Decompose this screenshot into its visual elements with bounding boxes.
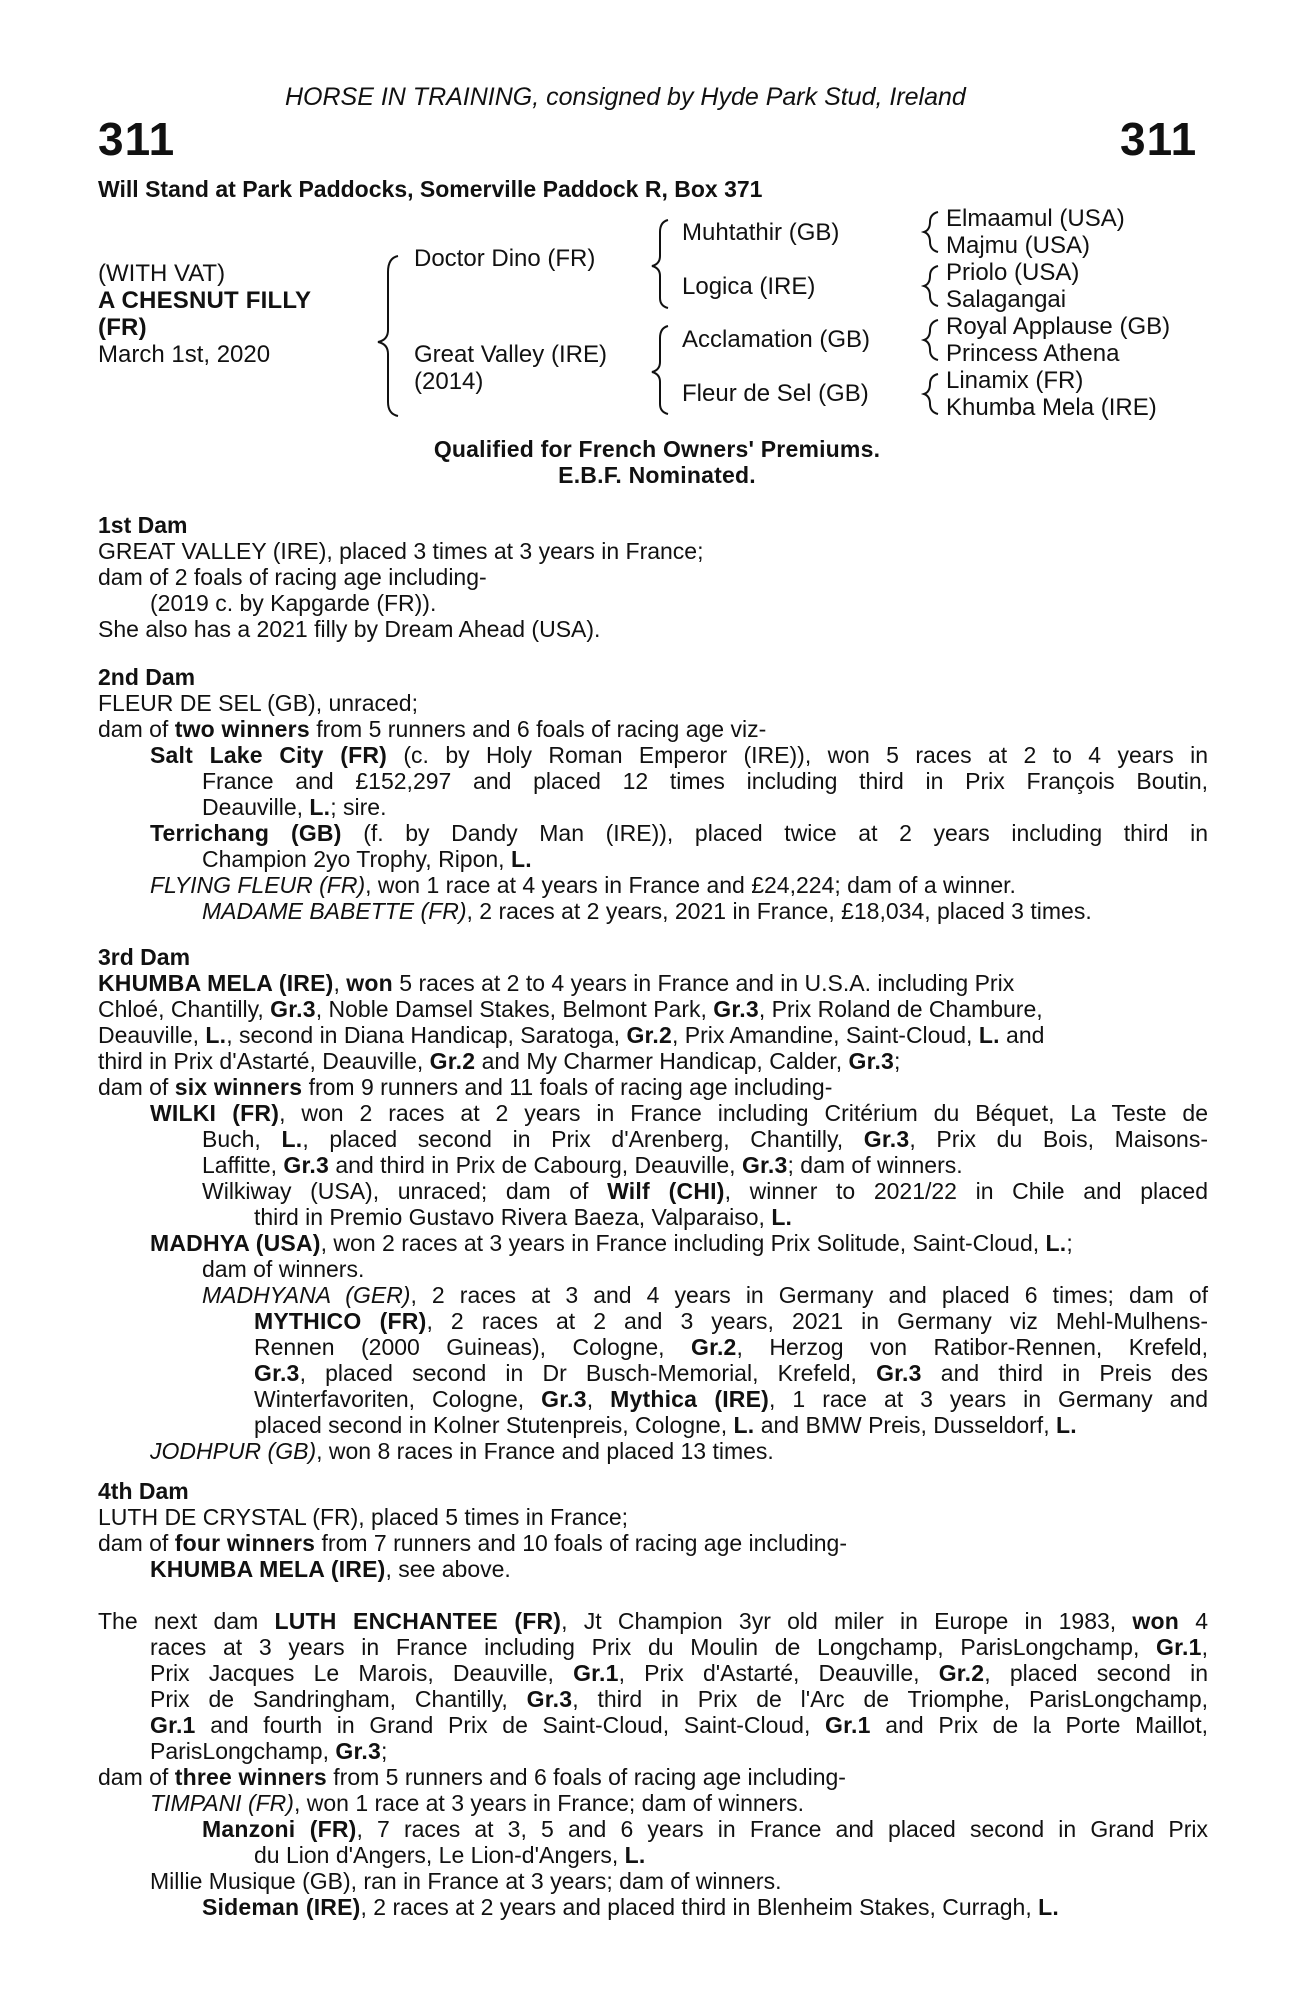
sire-dam: Logica (IRE)	[682, 273, 816, 300]
text: 4	[1179, 1608, 1209, 1634]
race-grade: Gr.3	[741, 1152, 788, 1178]
text: Laffitte,	[202, 1152, 284, 1178]
race-grade: Gr.3	[876, 1360, 922, 1386]
sire-name: Doctor Dino (FR)	[414, 245, 596, 272]
winners-count: two winners	[174, 716, 310, 742]
text: , won 1 race at 3 years in France; dam of winners.	[293, 1790, 805, 1816]
text: , Prix Roland de Chambure,	[758, 996, 1043, 1022]
text: dam of	[98, 716, 175, 742]
race-grade: Gr.2	[938, 1660, 985, 1686]
horse-name: MADAME BABETTE (FR)	[202, 898, 467, 924]
horse-country: (FR)	[98, 314, 147, 341]
text: placed second in Kolner Stutenpreis, Cologne,	[254, 1412, 734, 1438]
race-grade: Gr.3	[526, 1686, 573, 1712]
horse-name: Mythica (IRE)	[610, 1386, 770, 1412]
text-line	[98, 1842, 1208, 1868]
text: 5 races at 2 to 4 years in France and in U.S.A. including Prix	[392, 970, 1015, 996]
horse-name: TIMPANI (FR)	[150, 1790, 294, 1816]
dam-dam: Fleur de Sel (GB)	[682, 380, 869, 407]
text: , 2 races at 2 and 3 years, 2021 in Germany viz Mehl-Mulhens-	[426, 1308, 1208, 1334]
text-line	[98, 794, 1208, 820]
section-heading: 1st Dam	[98, 512, 188, 538]
text: , 7 races at 3, 5 and 6 years in France and placed second in Grand Prix	[356, 1816, 1208, 1842]
text: , 2 races at 2 years and placed third in Blenheim Stakes, Curragh,	[360, 1894, 1039, 1920]
race-grade: Gr.3	[254, 1360, 300, 1386]
race-grade: L.	[1055, 1412, 1077, 1438]
text-line	[98, 1412, 1208, 1438]
text: , Prix Amandine, Saint-Cloud,	[672, 1022, 979, 1048]
text-line: Millie Musique (GB), ran in France at 3 years; dam of winners.	[150, 1868, 782, 1894]
race-grade: Gr.3	[541, 1386, 587, 1412]
text: Chloé, Chantilly,	[98, 996, 271, 1022]
winners-count: six winners	[174, 1074, 303, 1100]
consignment-line: HORSE IN TRAINING, consigned by Hyde Park Stud, Ireland	[285, 83, 966, 111]
text-line	[98, 1074, 1208, 1100]
text: ; sire.	[330, 794, 387, 820]
horse-dob: March 1st, 2020	[98, 341, 271, 368]
text: , won 2 races at 3 years in France including Prix Solitude, Saint-Cloud,	[320, 1230, 1046, 1256]
horse-name: MADHYA (USA)	[150, 1230, 321, 1256]
race-grade: Gr.3	[863, 1126, 910, 1152]
text-line	[98, 1178, 1208, 1204]
text-line	[98, 1764, 1208, 1790]
text: and BMW Preis, Dusseldorf,	[754, 1412, 1056, 1438]
text-line: France and £152,297 and placed 12 times including third in Prix François Boutin,	[202, 768, 1208, 794]
text-line	[98, 1660, 1208, 1686]
text: (c. by Holy Roman Emperor (IRE)), won 5 races at 2 to 4 years in	[387, 742, 1208, 768]
gen3-1: Elmaamul (USA)	[946, 205, 1125, 232]
text: and	[999, 1022, 1045, 1048]
text: dam of	[98, 1764, 175, 1790]
text-line	[98, 1100, 1208, 1126]
text-line	[98, 1608, 1208, 1634]
horse-name: KHUMBA MELA (IRE)	[150, 1556, 386, 1582]
text: dam of	[98, 1074, 175, 1100]
text: , won 8 races in France and placed 13 times.	[316, 1438, 774, 1464]
text: Rennen (2000 Guineas), Cologne,	[254, 1334, 691, 1360]
gen3-6: Princess Athena	[946, 340, 1120, 367]
ebf-note: E.B.F. Nominated.	[558, 462, 756, 488]
text: won	[1132, 1608, 1179, 1634]
text-line	[98, 1686, 1208, 1712]
text: Winterfavoriten, Cologne,	[254, 1386, 542, 1412]
text: dam of	[98, 1530, 175, 1556]
race-grade: Gr.1	[825, 1712, 871, 1738]
text-line	[98, 1438, 1208, 1464]
dam-sire: Acclamation (GB)	[682, 326, 871, 353]
race-grade: Gr.2	[429, 1048, 476, 1074]
text-line	[98, 846, 1208, 872]
text: ;	[380, 1738, 388, 1764]
stand-location: Will Stand at Park Paddocks, Somerville Paddock R, Box 371	[98, 176, 763, 202]
text: and third in Preis des	[921, 1360, 1208, 1386]
text: ;	[1066, 1230, 1073, 1256]
text: , won 2 races at 2 years in France including Critérium du Béquet, La Teste de	[279, 1100, 1208, 1126]
text: races at 3 years in France including Prix du Moulin de Longchamp, ParisLongchamp,	[150, 1634, 1157, 1660]
race-grade: Gr.3	[335, 1738, 381, 1764]
first-dam-section	[98, 512, 1208, 642]
gen3-7: Linamix (FR)	[946, 367, 1084, 394]
horse-name: MYTHICO (FR)	[254, 1308, 427, 1334]
text-line: FLEUR DE SEL (GB), unraced;	[98, 690, 418, 716]
race-grade: Gr.3	[848, 1048, 895, 1074]
section-heading: 2nd Dam	[98, 664, 196, 690]
horse-name: Salt Lake City (FR)	[150, 742, 387, 768]
gen3-2: Majmu (USA)	[946, 232, 1091, 259]
gen3-4: Salagangai	[946, 286, 1067, 313]
text: , second in Diana Handicap, Saratoga,	[226, 1022, 627, 1048]
text: third in Prix d'Astarté, Deauville,	[98, 1048, 430, 1074]
text-line	[98, 1334, 1208, 1360]
section-heading: 3rd Dam	[98, 944, 191, 970]
text: , Herzog von Ratibor-Rennen, Krefeld,	[736, 1334, 1208, 1360]
text: and third in Prix de Cabourg, Deauville,	[328, 1152, 742, 1178]
text: The next dam	[98, 1608, 275, 1634]
text: Prix Jacques Le Marois, Deauville,	[150, 1660, 574, 1686]
horse-name: KHUMBA MELA (IRE)	[98, 970, 334, 996]
text-line	[98, 1712, 1208, 1738]
text-line	[98, 1530, 1208, 1556]
horse-name: MADHYANA (GER)	[202, 1282, 411, 1308]
text: ;	[894, 1048, 901, 1074]
text-line	[98, 1790, 1208, 1816]
text-line	[98, 1204, 1208, 1230]
text: , see above.	[385, 1556, 511, 1582]
text: , 1 race at 3 years in Germany and	[769, 1386, 1209, 1412]
horse-name: WILKI (FR)	[150, 1100, 280, 1126]
text-line	[98, 1386, 1208, 1412]
race-grade: L.	[510, 846, 532, 872]
horse-name: FLYING FLEUR (FR)	[150, 872, 366, 898]
race-grade: L.	[205, 1022, 227, 1048]
text: , placed second in Dr Busch-Memorial, Krefeld,	[299, 1360, 877, 1386]
text: ,	[586, 1386, 611, 1412]
horse-name: Wilf (CHI)	[607, 1178, 725, 1204]
text-line	[98, 1738, 1208, 1764]
text: , winner to 2021/22 in Chile and placed	[724, 1178, 1208, 1204]
text: , third in Prix de l'Arc de Triomphe, ParisLongchamp,	[572, 1686, 1209, 1712]
text-line: KHUMBA MELA (IRE), won 5 races at 2 to 4 years in France and in U.S.A. including Prix	[98, 970, 1015, 996]
section-heading: 4th Dam	[98, 1478, 189, 1504]
text-line: (2019 c. by Kapgarde (FR)).	[150, 590, 437, 616]
text-line	[98, 1360, 1208, 1386]
text-line	[98, 742, 1208, 768]
race-grade: Gr.2	[626, 1022, 672, 1048]
race-grade: Gr.2	[690, 1334, 737, 1360]
vat-note: (WITH VAT)	[98, 260, 226, 287]
race-grade: Gr.3	[270, 996, 316, 1022]
text: , Prix du Bois, Maisons-	[909, 1126, 1208, 1152]
fourth-dam-section	[98, 1478, 1208, 1582]
text: ; dam of winners.	[787, 1152, 963, 1178]
text: Deauville,	[98, 1022, 206, 1048]
lot-number-right: 311	[1120, 113, 1198, 165]
text: from 7 runners and 10 foals of racing age including-	[315, 1530, 848, 1556]
text-line	[98, 1308, 1208, 1334]
horse-name: LUTH ENCHANTEE (FR)	[274, 1608, 562, 1634]
race-grade: Gr.1	[150, 1712, 196, 1738]
winners-count: three winners	[174, 1764, 327, 1790]
text: , placed second in	[984, 1660, 1208, 1686]
text: from 5 runners and 6 foals of racing age viz-	[309, 716, 767, 742]
text-line	[98, 1022, 1208, 1048]
text: , Jt Champion 3yr old miler in Europe in 1983,	[561, 1608, 1133, 1634]
text-line	[98, 820, 1208, 846]
race-grade: Gr.1	[1156, 1634, 1202, 1660]
race-grade: L.	[771, 1204, 793, 1230]
text-line	[98, 1634, 1208, 1660]
text-line: She also has a 2021 filly by Dream Ahead (USA).	[98, 616, 601, 642]
text: Deauville,	[202, 794, 310, 820]
text-line: dam of 2 foals of racing age including-	[98, 564, 487, 590]
dam-year: (2014)	[414, 368, 484, 395]
text-line	[98, 716, 1208, 742]
race-grade: Gr.3	[283, 1152, 329, 1178]
race-grade: L.	[733, 1412, 755, 1438]
sire-sire: Muhtathir (GB)	[682, 219, 840, 246]
race-grade: L.	[978, 1022, 1000, 1048]
lot-number-left: 311	[98, 113, 176, 165]
text: , 2 races at 2 years, 2021 in France, £18,034, placed 3 times.	[466, 898, 1092, 924]
text-line	[98, 1152, 1208, 1178]
text: from 5 runners and 6 foals of racing age including-	[326, 1764, 846, 1790]
race-grade: Gr.3	[713, 996, 759, 1022]
text: third in Premio Gustavo Rivera Baeza, Valparaiso,	[254, 1204, 772, 1230]
race-grade: L.	[309, 794, 331, 820]
gen3-8: Khumba Mela (IRE)	[946, 394, 1157, 421]
horse-name: Terrichang (GB)	[150, 820, 342, 846]
text: Champion 2yo Trophy, Ripon,	[202, 846, 511, 872]
race-grade: Gr.1	[573, 1660, 619, 1686]
text: Wilkiway (USA), unraced; dam of	[202, 1178, 608, 1204]
text: (f. by Dandy Man (IRE)), placed twice at 2 years including third in	[341, 820, 1208, 846]
text-line	[98, 1126, 1208, 1152]
text: and My Charmer Handicap, Calder,	[475, 1048, 849, 1074]
horse-name: JODHPUR (GB)	[150, 1438, 317, 1464]
text: , 2 races at 3 and 4 years in Germany and placed 6 times; dam of	[410, 1282, 1208, 1308]
text: , won 1 race at 4 years in France and £24,224; dam of a winner.	[365, 872, 1016, 898]
gen3-5: Royal Applause (GB)	[946, 313, 1171, 340]
text-line: LUTH DE CRYSTAL (FR), placed 5 times in France;	[98, 1504, 628, 1530]
horse-name: Manzoni (FR)	[202, 1816, 357, 1842]
text-line: dam of winners.	[202, 1256, 365, 1282]
text-line	[98, 996, 1208, 1022]
horse-name: Sideman (IRE)	[202, 1894, 361, 1920]
text: du Lion d'Angers, Le Lion-d'Angers,	[254, 1842, 625, 1868]
second-dam-section	[98, 664, 1208, 924]
race-grade: L.	[624, 1842, 646, 1868]
race-grade: L.	[1045, 1230, 1067, 1256]
next-dam-section	[98, 1608, 1208, 1920]
text-line	[98, 1556, 1208, 1582]
text: , Noble Damsel Stakes, Belmont Park,	[315, 996, 714, 1022]
owners-premiums-note: Qualified for French Owners' Premiums.	[433, 436, 881, 462]
text-line	[98, 872, 1208, 898]
text: ParisLongchamp,	[150, 1738, 336, 1764]
dam-name: Great Valley (IRE)	[414, 341, 607, 368]
text: , Prix d'Astarté, Deauville,	[618, 1660, 939, 1686]
text: and Prix de la Porte Maillot,	[870, 1712, 1208, 1738]
race-grade: L.	[281, 1126, 303, 1152]
text: Buch,	[202, 1126, 282, 1152]
gen3-3: Priolo (USA)	[946, 259, 1080, 286]
text-line	[98, 1230, 1208, 1256]
text: , placed second in Prix d'Arenberg, Chantilly,	[302, 1126, 864, 1152]
text-line	[98, 1816, 1208, 1842]
text-line	[98, 1048, 1208, 1074]
text-line	[98, 898, 1208, 924]
third-dam-section	[98, 944, 1208, 1464]
horse-description: A CHESNUT FILLY	[98, 287, 312, 314]
text-line	[98, 1282, 1208, 1308]
winners-count: four winners	[174, 1530, 316, 1556]
race-grade: L.	[1038, 1894, 1059, 1920]
text: Prix de Sandringham, Chantilly,	[150, 1686, 527, 1712]
text: and fourth in Grand Prix de Saint-Cloud, Saint-Cloud,	[195, 1712, 826, 1738]
text: ,	[1201, 1634, 1208, 1660]
text-line: GREAT VALLEY (IRE), placed 3 times at 3 years in France;	[98, 538, 704, 564]
text: from 9 runners and 11 foals of racing age including-	[302, 1074, 833, 1100]
text: won	[346, 970, 393, 996]
text-line	[98, 1894, 1208, 1920]
